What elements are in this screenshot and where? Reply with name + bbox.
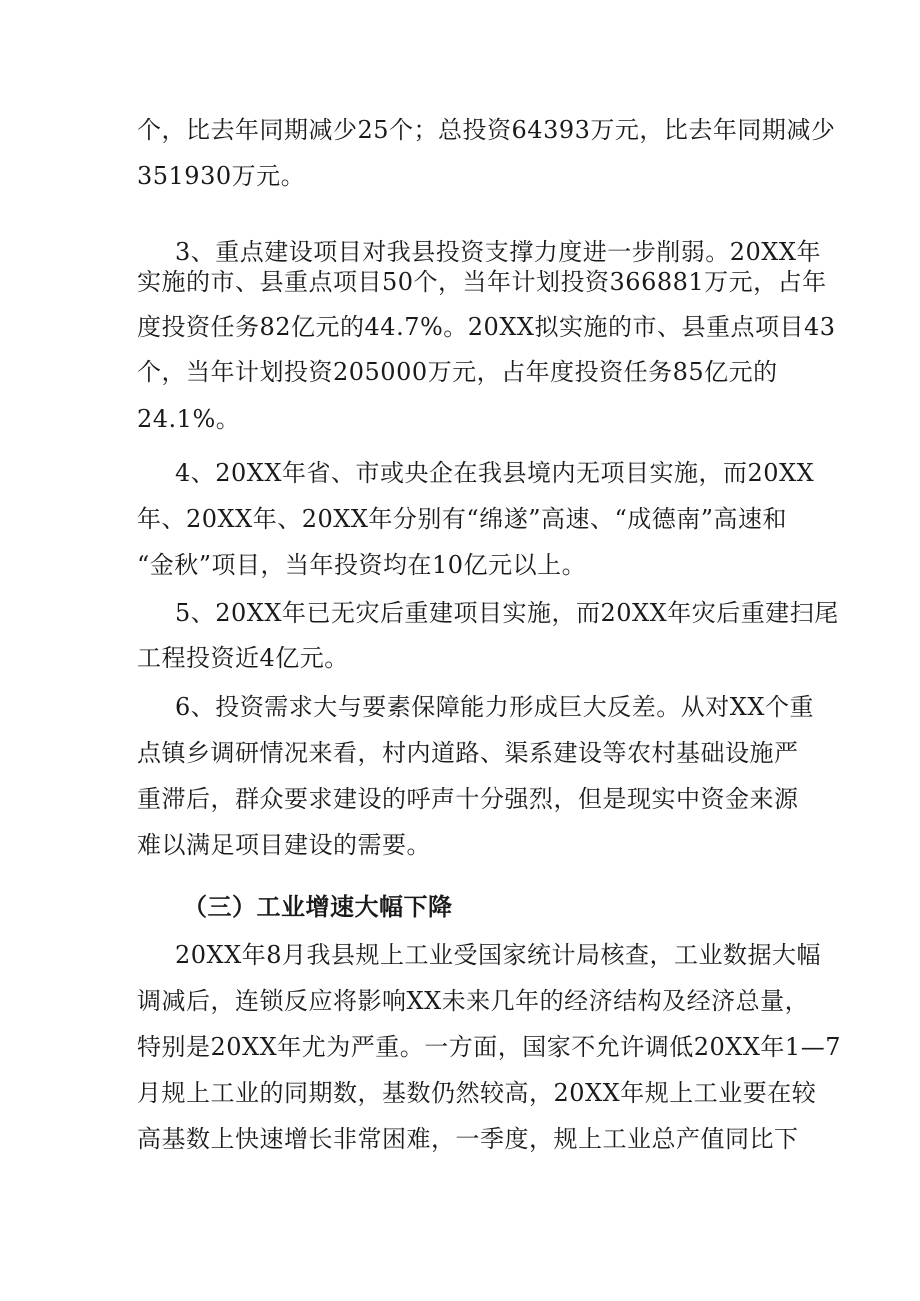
- text-line: 5、20XX年已无灾后重建项目实施，而20XX年灾后重建扫尾: [175, 599, 839, 627]
- text-line: 调减后，连锁反应将影响XX未来几年的经济结构及经济总量，: [137, 987, 810, 1015]
- text-line: “金秋”项目，当年投资均在10亿元以上。: [137, 551, 587, 579]
- text-line: 20XX年8月我县规上工业受国家统计局核查，工业数据大幅: [175, 941, 821, 969]
- text-line: 24.1%。: [137, 405, 241, 433]
- text-line: 4、20XX年省、市或央企在我县境内无项目实施，而20XX: [175, 459, 815, 487]
- text-line: 月规上工业的同期数，基数仍然较高，20XX年规上工业要在较: [137, 1079, 817, 1107]
- text-line: 高基数上快速增长非常困难，一季度，规上工业总产值同比下: [137, 1125, 799, 1153]
- text-line: 点镇乡调研情况来看，村内道路、渠系建设等农村基础设施严: [137, 739, 799, 767]
- text-line: 6、投资需求大与要素保障能力形成巨大反差。从对XX个重: [175, 693, 814, 721]
- text-line: 年、20XX年、20XX年分别有“绵遂”高速、“成德南”高速和: [137, 505, 787, 533]
- text-line: 工程投资近4亿元。: [137, 644, 349, 672]
- text-line: 难以满足项目建设的需要。: [137, 831, 431, 859]
- text-line: 351930万元。: [137, 162, 306, 190]
- text-line: 个，比去年同期减少25个；总投资64393万元，比去年同期减少: [137, 116, 836, 144]
- text-line: 特别是20XX年尤为严重。一方面，国家不允许调低20XX年1—7: [137, 1033, 841, 1061]
- text-line: 个，当年计划投资205000万元，占年度投资任务85亿元的: [137, 358, 778, 386]
- text-line: 3、重点建设项目对我县投资支撑力度进一步削弱。20XX年: [175, 238, 821, 266]
- text-line: 实施的市、县重点项目50个，当年计划投资366881万元，占年: [137, 268, 827, 296]
- text-line: 度投资任务82亿元的44.7%。20XX拟实施的市、县重点项目43: [137, 313, 836, 341]
- text-line: 重滞后，群众要求建设的呼声十分强烈，但是现实中资金来源: [137, 785, 799, 813]
- section-heading: （三）工业增速大幅下降: [183, 892, 453, 921]
